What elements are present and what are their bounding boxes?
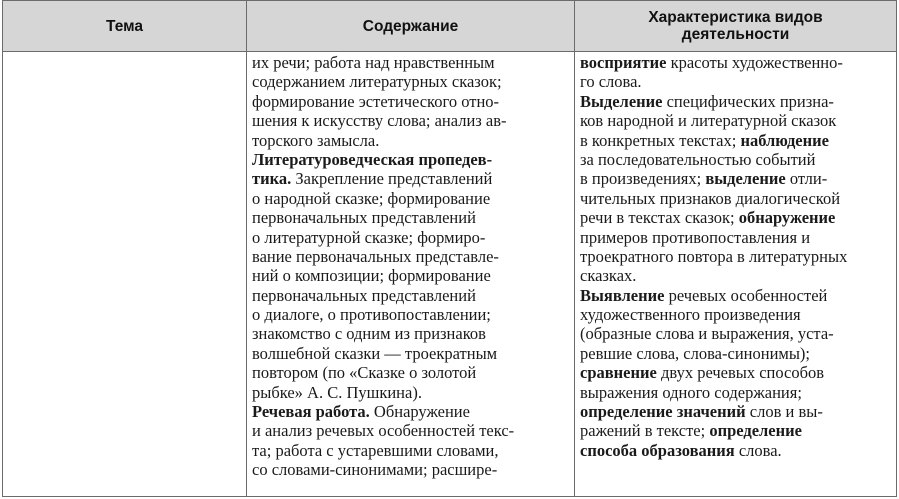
text-run: специфических призна-: [662, 91, 834, 111]
activities-line: [580, 111, 892, 130]
activities-cell: [580, 53, 892, 460]
text-run: сказках.: [580, 266, 637, 286]
content-line: [252, 111, 570, 130]
text-run: чительных признаков диалогической: [580, 188, 841, 208]
text-run: вание первоначальных представле-: [252, 246, 499, 266]
text-run: троекратного повтора в литературных: [580, 246, 848, 266]
text-run: речевых особенностей: [664, 285, 828, 305]
text-run: речи в текстах сказок;: [580, 208, 739, 228]
content-cell: [252, 53, 570, 480]
content-line: [252, 363, 570, 382]
bold-term: восприятие: [580, 53, 667, 72]
text-run: первоначальных представлений: [252, 208, 476, 228]
content-line: [252, 208, 570, 227]
text-run: торского замысла.: [252, 130, 380, 150]
text-run: ний о композиции; формирование: [252, 266, 491, 286]
header-activities-line2: деятельности: [681, 26, 790, 43]
content-line: [252, 228, 570, 247]
text-run: слова.: [734, 440, 782, 460]
text-run: ревшие слова, слова-синонимы);: [580, 343, 811, 363]
content-line: [252, 131, 570, 150]
content-line: [252, 266, 570, 285]
text-run: в конкретных текстах;: [580, 130, 741, 150]
bold-term: обнаружение: [738, 208, 836, 228]
header-topic-label: Тема: [106, 17, 143, 35]
content-line: [252, 286, 570, 305]
text-run: шения к искусству слова; анализ ав-: [252, 111, 507, 131]
column-divider-2: [574, 1, 575, 496]
bold-term: Выделение: [580, 91, 663, 111]
activities-line: [580, 72, 892, 91]
table-header: [3, 1, 896, 52]
text-run: первоначальных представлений: [252, 285, 476, 305]
bold-term: определение: [709, 421, 802, 441]
activities-line: [580, 441, 892, 460]
text-run: формирование эстетического отно-: [252, 91, 500, 111]
header-content-label: Содержание: [362, 17, 459, 35]
content-line: [252, 402, 570, 421]
text-run: го слова.: [580, 72, 642, 92]
text-run: ражений в тексте;: [580, 421, 710, 441]
bold-term: Литературоведческая пропедев-: [252, 149, 493, 169]
bold-term: Выявление: [580, 285, 665, 305]
bold-term: выделение: [705, 169, 786, 189]
text-run: красоты художественно-: [666, 53, 843, 72]
curriculum-table: [2, 0, 897, 497]
activities-line: [580, 189, 892, 208]
activities-line: [580, 344, 892, 363]
activities-line: [580, 228, 892, 247]
header-topic: [3, 1, 246, 51]
activities-line: [580, 266, 892, 285]
activities-line: [580, 208, 892, 227]
text-run: рыбке» А. С. Пушкина).: [252, 382, 422, 402]
content-line: [252, 189, 570, 208]
content-line: [252, 247, 570, 266]
header-activities-line1: Характеристика видов: [648, 9, 823, 26]
text-run: ков народной и литературной сказок: [580, 111, 837, 131]
header-activities: [575, 1, 896, 51]
content-line: [252, 305, 570, 324]
text-run: со словами-синонимами; расшире-: [252, 460, 498, 480]
bold-term: тика.: [252, 169, 292, 189]
text-run: о народной сказке; формирование: [252, 188, 491, 208]
activities-line: [580, 92, 892, 111]
text-run: примеров противопоставления и: [580, 227, 811, 247]
text-run: (образные слова и выражения, уста-: [580, 324, 834, 344]
text-run: их речи; работа над нравственным: [252, 53, 495, 72]
activities-line: [580, 169, 892, 188]
text-run: слов и вы-: [745, 402, 823, 422]
text-run: отли-: [785, 169, 828, 189]
header-content: [247, 1, 574, 51]
content-line: [252, 92, 570, 111]
content-line: [252, 421, 570, 440]
activities-line: [580, 363, 892, 382]
text-run: о литературной сказке; формиро-: [252, 227, 486, 247]
activities-line: [580, 324, 892, 343]
content-line: [252, 441, 570, 460]
content-line: [252, 72, 570, 91]
content-line: [252, 324, 570, 343]
text-run: о диалоге, о противопоставлении;: [252, 305, 491, 325]
content-line: [252, 344, 570, 363]
content-line: [252, 383, 570, 402]
text-run: Обнаружение: [369, 402, 470, 422]
text-run: и анализ речевых особенностей текс-: [252, 421, 515, 441]
bold-term: Речевая работа.: [252, 402, 370, 422]
text-run: содержанием литературных сказок;: [252, 72, 502, 92]
activities-line: [580, 383, 892, 402]
bold-term: определение значений: [580, 402, 746, 422]
content-line: [252, 169, 570, 188]
text-run: двух речевых способов: [656, 363, 825, 383]
activities-line: [580, 305, 892, 324]
text-run: Закрепление представлений: [291, 169, 493, 189]
content-line: [252, 53, 570, 72]
activities-line: [580, 131, 892, 150]
text-run: в произведениях;: [580, 169, 706, 189]
bold-term: способа образования: [580, 440, 735, 460]
text-run: знакомство с одним из признаков: [252, 324, 486, 344]
column-divider-1: [246, 1, 247, 496]
activities-line: [580, 150, 892, 169]
text-run: за последовательностью событий: [580, 149, 816, 169]
bold-term: сравнение: [580, 363, 657, 383]
content-line: [252, 150, 570, 169]
activities-line: [580, 247, 892, 266]
activities-line: [580, 286, 892, 305]
activities-line: [580, 53, 892, 72]
text-run: волшебной сказки — троекратным: [252, 343, 498, 363]
content-line: [252, 460, 570, 479]
text-run: повтором (по «Сказке о золотой: [252, 363, 477, 383]
activities-line: [580, 402, 892, 421]
activities-line: [580, 421, 892, 440]
bold-term: наблюдение: [740, 130, 829, 150]
text-run: выражения одного содержания;: [580, 382, 802, 402]
text-run: художественного произведения: [580, 305, 801, 325]
text-run: та; работа с устаревшими словами,: [252, 440, 499, 460]
